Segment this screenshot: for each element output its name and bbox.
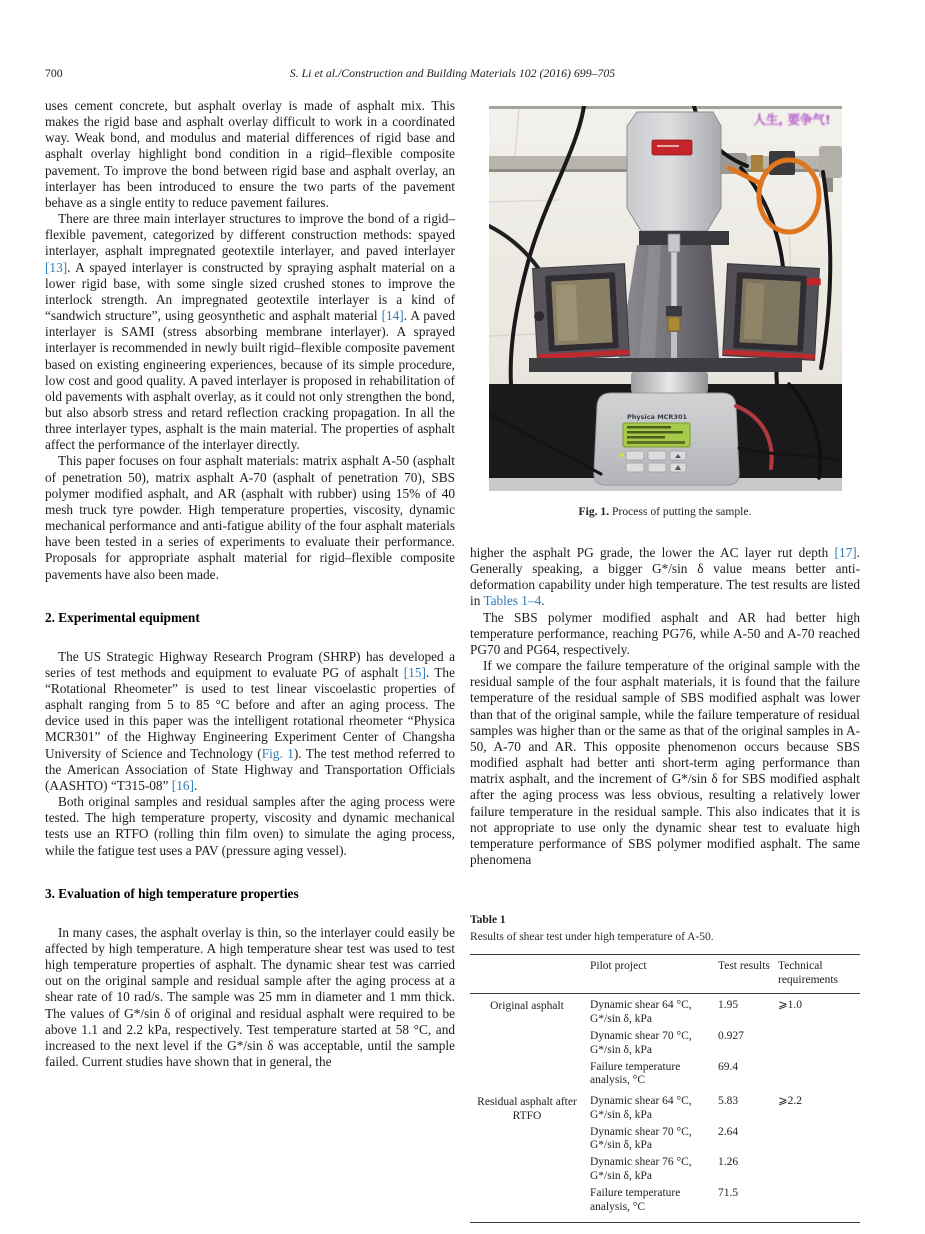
table-header-cell [470, 960, 590, 988]
left-column [45, 98, 455, 1070]
text-segment: The US Strategic Highway Research Program (SHRP) has developed a series of test methods and equipment to evaluate PG of asphalt [45, 648, 455, 680]
right-oven-unit [722, 264, 821, 361]
table-cell: 2.64 [718, 1125, 739, 1138]
table-row [590, 1061, 860, 1089]
text-segment: There are three main interlayer structures to improve the bond of a rigid–flexible pavement, categorized by different construction methods: spayed interlayer, asphalt impregnated geotextile interlayer, and paved interlayer [45, 211, 455, 259]
journal-citation: S. Li et al./Construction and Building Materials 102 (2016) 699–705 [289, 66, 616, 80]
table-row [590, 999, 860, 1027]
table-cell [778, 1061, 860, 1089]
lcd-display [623, 423, 690, 447]
figure-1-caption [470, 505, 860, 518]
table-cell: 0.927 [718, 1029, 744, 1042]
paragraph-paper-focus: This paper focuses on four asphalt materials: matrix asphalt A-50 (asphalt of penetration 50), matrix asphalt A-70 (asphalt of penetration 70), SBS polymer modified asphalt, and AR (asphalt with rubber) using 15% of 40 mesh truck tyre powder. High temperature properties, viscosity, dynamic mechanical performance and anti-fatigue ability of the four asphalt materials have been tested in a series of experiments to evaluate their performance. Proposals for appropriate asphalt material for rigid–flexible composite pavements have also been made. [45, 453, 455, 582]
table-row [590, 1126, 860, 1154]
table-row [590, 1156, 860, 1184]
table-1-caption: Results of shear test under high temperature of A-50. [470, 930, 714, 943]
table-row [590, 1187, 860, 1215]
table-cell [778, 1156, 860, 1184]
table-header-cell: Technical requirements [778, 959, 839, 986]
paragraph-interlayer-structures [45, 211, 455, 453]
text-segment: . [193, 777, 198, 793]
right-column [470, 98, 860, 1223]
paragraph-pg-grade [470, 545, 860, 610]
table-1 [470, 914, 860, 1223]
table-row [590, 1095, 860, 1123]
row-group-label: Residual asphalt after RTFO [477, 1096, 577, 1122]
text-segment: . A spayed interlayer is constructed by spraying asphalt material on a lower rigid base, with some single sized crushed stones to improve the interlock strength. An impregnated geotextile interlayer is a kind of “sandwich structure”, using geosynthetic and asphalt material [45, 259, 455, 324]
table-cell: 71.5 [718, 1186, 739, 1199]
citation-link-15[interactable]: [15] [403, 664, 426, 680]
caption-text: Process of putting the sample. [609, 505, 752, 518]
paragraph-samples: Both original samples and residual samples after the aging process were tested. The high temperature property, viscosity and dynamic mechanical tests use an RTFO (rolling thin film oven) to simulate the aging process, while the fatigue test uses a PAV (pressure aging vessel). [45, 794, 455, 858]
table-cell: 69.4 [718, 1060, 739, 1073]
table-cell [778, 1030, 860, 1058]
table-row [590, 1030, 860, 1058]
table-cell: ⩾2.2 [778, 1095, 803, 1108]
table-cell: Dynamic shear 64 °C, G*/sin δ, kPa [590, 1095, 692, 1121]
citation-link-16[interactable]: [16] [171, 777, 194, 793]
wall-note-text: 人生, 要争气! [752, 112, 831, 127]
table-group-residual [470, 1095, 860, 1214]
table-cell: Dynamic shear 70 °C, G*/sin δ, kPa [590, 1125, 692, 1152]
table-header-cell: Test results [718, 959, 770, 972]
paragraph-sbs-performance: The SBS polymer modified asphalt and AR had better high temperature performance, reaching PG76, while A-50 and A-70 reached PG70 and PG64, respectively. [470, 609, 860, 657]
text-segment: ). The test method referred to the American Association of State Highway and Transportation Officials (AASHTO) “T315-08” [45, 745, 455, 793]
left-oven-unit [531, 264, 629, 361]
text-segment: . [541, 593, 545, 609]
caption-label: Fig. 1. [578, 505, 610, 518]
table-header-row [470, 955, 860, 995]
table-cell: Dynamic shear 64 °C, G*/sin δ, kPa [590, 999, 692, 1026]
paragraph-shrp [45, 649, 455, 794]
figure-1-link[interactable]: Fig. 1 [261, 745, 294, 761]
table-cell: 1.26 [718, 1156, 739, 1169]
table-cell: 1.95 [718, 999, 739, 1012]
table-1-grid [470, 954, 860, 1224]
table-cell [778, 1126, 860, 1154]
section-heading-3: 3. Evaluation of high temperature properties [45, 885, 299, 901]
text-segment: . The “Rotational Rheometer” is used to test linear viscoelastic properties of asphalt ranging from 5 to 85 °C before and after an aging process. The device used in this paper was the intelligent rotational rheometer “Physica MCR301” of the Highway Engineering Experiment Center of Changsha University of Science and Technology ( [45, 664, 455, 761]
citation-link-13[interactable]: [13] [45, 259, 68, 275]
base-unit [593, 393, 738, 485]
table-cell: Dynamic shear 70 °C, G*/sin δ, kPa [590, 1029, 692, 1056]
tables-1-4-link[interactable]: Tables 1–4 [483, 593, 542, 609]
oven-red-label [806, 278, 820, 286]
text-segment: higher the asphalt PG grade, the lower the AC layer rut depth [470, 545, 835, 560]
row-group-label: Original asphalt [490, 1000, 564, 1013]
running-head [45, 66, 860, 82]
table-cell: 5.83 [718, 1095, 739, 1108]
lcd-brand-text: Physica MCR301 [626, 413, 687, 421]
table-group-original [470, 999, 860, 1088]
brand-label [652, 140, 692, 155]
table-cell: Failure temperature analysis, °C [590, 1060, 681, 1087]
text-segment: . Generally speaking, a bigger G*/sin δ value means better anti-deformation capability under high temperature. The test results are listed in [470, 545, 860, 609]
citation-link-14[interactable]: [14] [381, 308, 404, 324]
paragraph-shear-test: In many cases, the asphalt overlay is thin, so the interlayer could easily be affected by high temperature. A high temperature shear test was used to test high temperature properties of asphalt. The dynamic shear test was carried out on the original sample and residual sample after the aging process at a shear rate of 10 rad/s. The sample was 25 mm in diameter and 1 mm thick. The values of G*/sin δ of original and residual asphalt were required to be above 1.1 and 2.2 kPa, respectively. Test temperature started at 58 °C, and increased to the next level if the G*/sin δ was acceptable, until the sample failed. Current studies have shown that in general, the [45, 924, 455, 1069]
table-cell: Failure temperature analysis, °C [590, 1186, 681, 1213]
section-heading-2: 2. Experimental equipment [45, 609, 200, 625]
figure-1-photo [489, 106, 842, 491]
table-cell: ⩾1.0 [778, 999, 803, 1012]
table-body [470, 994, 860, 1222]
table-cell [778, 1187, 860, 1215]
citation-link-17[interactable]: [17] [834, 545, 857, 560]
table-cell: Dynamic shear 76 °C, G*/sin δ, kPa [590, 1156, 692, 1183]
page-number: 700 [45, 66, 63, 80]
asphalt-sample [668, 317, 680, 331]
text-segment: . A paved interlayer is SAMI (stress absorbing membrane interlayer). A sprayed interlayer is recommended in newly built rigid–flexible composite pavement based on existing engineering experiences, because of its simple procedure, low cost and good quality. A paved interlayer is proposed in rehabilitation of old pavements with asphalt overlay, as it could not only strengthen the bond, but also absorb stress and retard reflection cracking propagation. In all the three interlayer types, asphalt is the main material. The properties of asphalt affect the performance of the interlayer directly. [45, 308, 455, 453]
paragraph-failure-temperature: If we compare the failure temperature of the original sample with the residual sample of the four asphalt materials, it is found that the failure temperature of the residual sample of SBS modified asphalt was lower than that of the original sample, while the failure temperature of residual samples was higher than or the same as that of the original samples in A-50, A-70 and AR. This opposite phenomenon occurs because SBS modified asphalt had better anti short-term aging performance than matrix asphalt, and the increment of G*/sin δ for SBS modified asphalt after the aging process was less obvious, resulting a relatively lower failure temperature in the residual sample. This also indicates that it is not appropriate to use only the dynamic shear test to evaluate high temperature performance of SBS polymer modified asphalt. The same phenomena [470, 658, 860, 867]
paragraph-continuation: uses cement concrete, but asphalt overlay is made of asphalt mix. This makes the rigid base and asphalt overlay difficult to work in a coordinated way. Weak bond, and modulus and material differences of rigid base and asphalt overlay highlight bond condition in a rigid–flexible composite pavement. To improve the bond between rigid base and asphalt overlay, an interlayer has been introduced to ensure the two parts of the pavement behave as a single entity to reduce pavement failures. [45, 98, 455, 210]
table-1-label: Table 1 [470, 914, 506, 927]
table-header-cell: Pilot project [590, 959, 647, 972]
